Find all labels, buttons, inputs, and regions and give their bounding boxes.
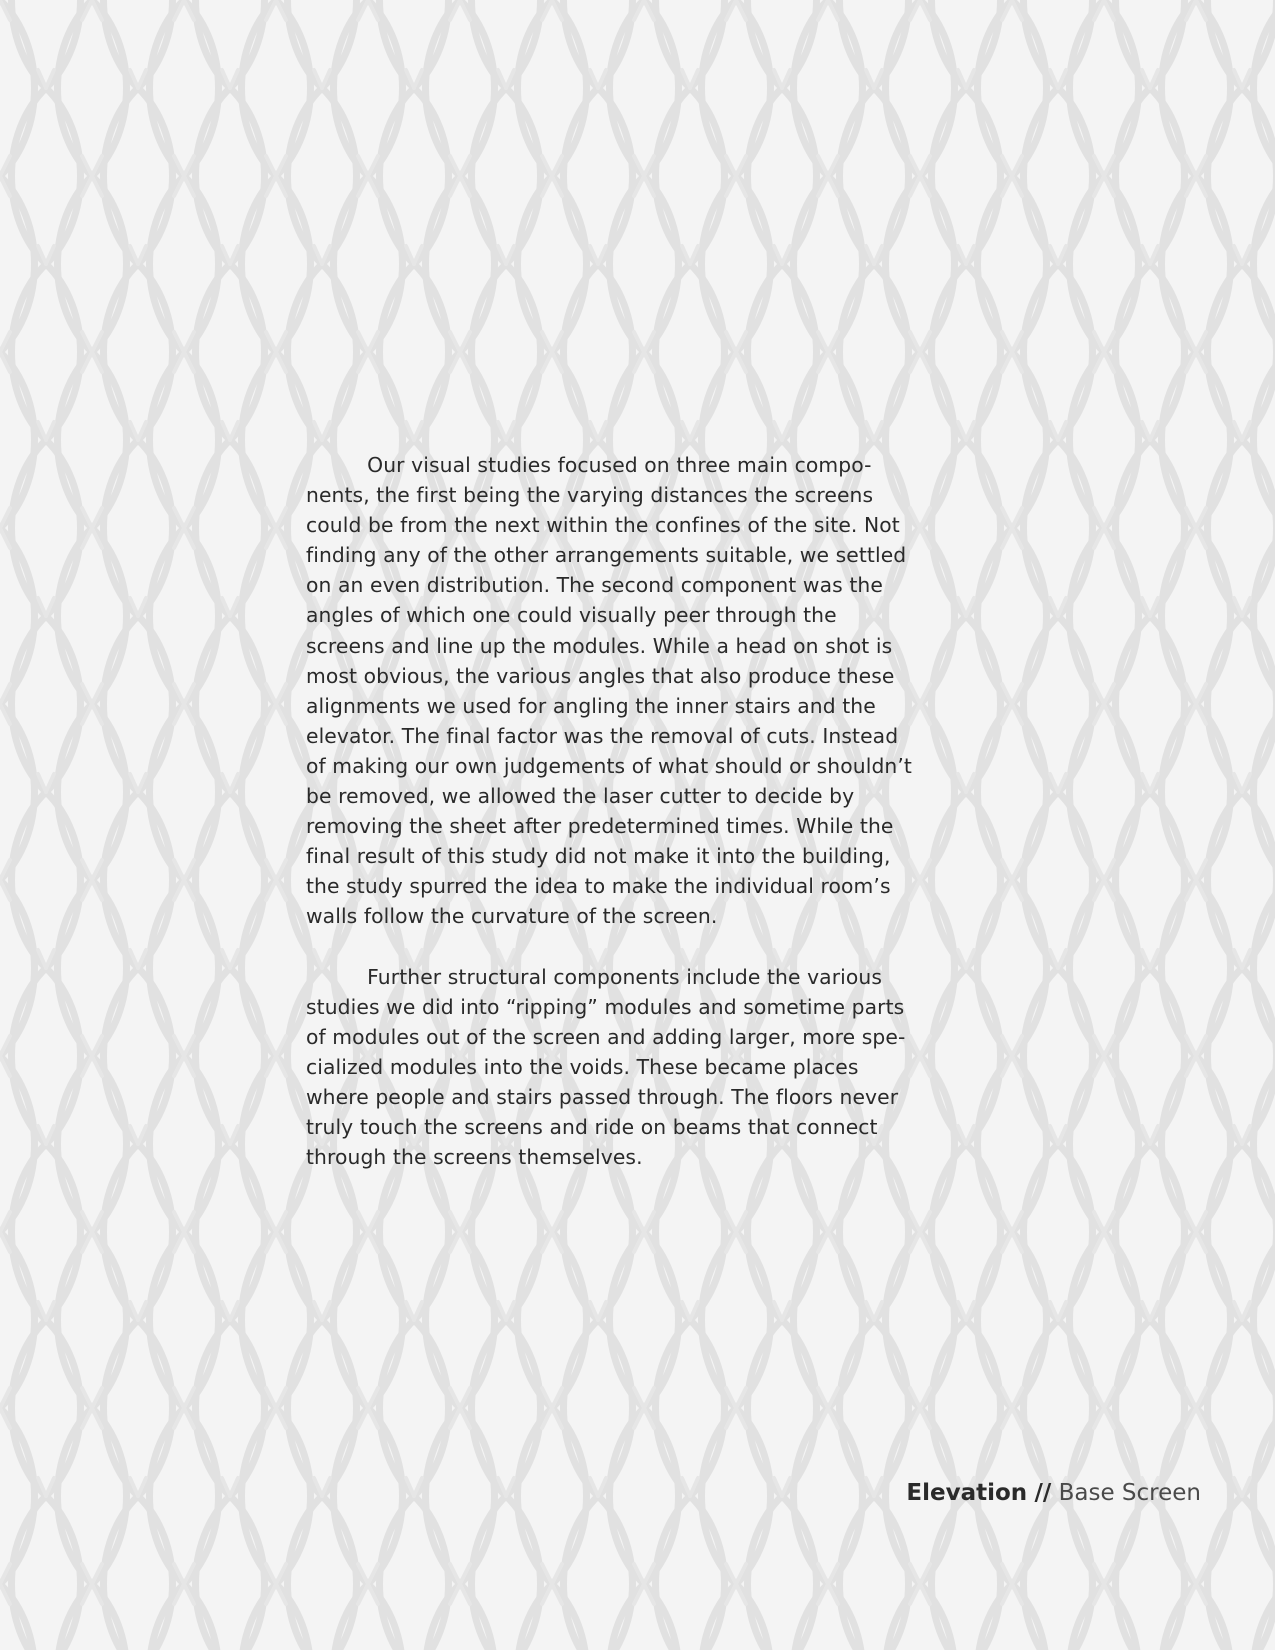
paragraph-2: Further structural components include the various studies we did into “ripping” modules and sometime parts of modules out of the screen and adding larger, more spe- cialized modules into the voids. These became places where people and stairs passed through. The floors never truly touch the screens and ride on beams that connect through the screens themselves. xyxy=(306,964,906,1170)
footer-section: Elevation xyxy=(906,1480,1028,1506)
footer-subsection: Base Screen xyxy=(1058,1480,1201,1506)
page-footer xyxy=(906,1480,1201,1506)
paragraph-1: Our visual studies focused on three main compo- nents, the first being the varying distances the screens could be from the next within the confines of the site. Not finding any of the other arrangements suitable, we settled on an even distribution. The second component was the angles of which one could visually peer through the screens and line up the modules. While a head on shot is most obvious, the various angles that also produce these alignments we used for angling the inner stairs and the elevator. The final factor was the removal of cuts. Instead of making our own judgements of what should or shouldn’t be removed, we allowed the laser cutter to decide by removing the sheet after predetermined times. While the final result of this study did not make it into the building, the study spurred the idea to make the individual room’s walls follow the curvature of the screen. xyxy=(306,453,912,929)
body-text xyxy=(306,450,986,1172)
footer-separator: // xyxy=(1034,1480,1052,1506)
